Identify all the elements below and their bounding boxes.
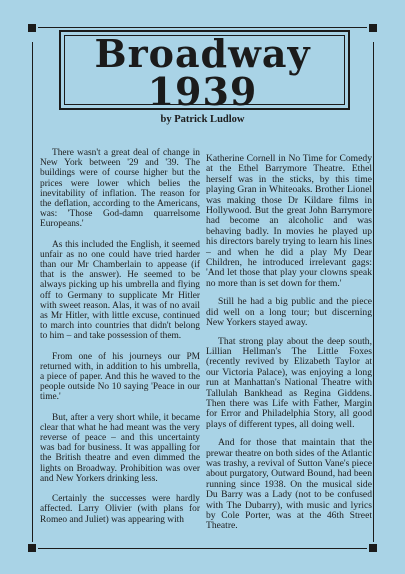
corner-ornament-bottom-left (26, 542, 38, 554)
corner-ornament-bottom-right (367, 542, 379, 554)
left-column (40, 148, 200, 535)
article-title-line-1: Broadway (94, 31, 311, 76)
byline: by Patrick Ludlow (160, 114, 245, 125)
article-title-line-2: 1939 (147, 69, 258, 114)
left-paragraph-3: From one of his journeys our PM returned with, in addition to his umbrella, a piece of paper. And this he waved to the people outside No 10 saying 'Peace in our time.' (40, 351, 200, 403)
left-paragraph-5: Certainly the successes were hardly affected. Larry Olivier (with plans for Romeo and Juliet) was appearing with (40, 494, 200, 525)
right-paragraph-1: Katherine Cornell in No Time for Comedy at the Ethel Barrymore Theatre. Ethel herself was in the sticks, by this time playing Gran in Whiteoaks. Brother Lionel was making those Dr Kildare films in Hollywood. But the great John Barrymore had become an alcoholic and was behaving badly. In movies he played up his directors barely trying to learn his lines – and when he did a play My Dear Children, he introduced irrelevant gags: 'And let those that play your clowns speak no more than is set down for them.' (206, 153, 372, 289)
right-paragraph-4: And for those that maintain that the prewar theatre on both sides of the Atlantic was trashy, a revival of Sutton Vane's piece about purgatory, Outward Bound, had been running since 1938. On the musical side Du Barry was a Lady (not to be confused with The Dubarry), with music and lyrics by Cole Porter, was at the 46th Street Theatre. (206, 437, 372, 532)
right-column (206, 154, 372, 540)
corner-ornament-top-left (26, 22, 38, 34)
frame-top-line (36, 27, 369, 28)
frame-bottom-line (36, 548, 369, 549)
left-paragraph-4: But, after a very short while, it became clear that what he had meant was the very reverse of peace – and this uncertainty was bad for business. It was appalling for the British theatre and even dimmed the lights on Broadway. Prohibition was over and New Yorkers drinking less. (40, 412, 200, 484)
right-paragraph-3: That strong play about the deep south, Lillian Hellman's The Little Foxes (recently revived by Elizabeth Taylor at our Victoria Palace), was enjoying a long run at Manhattan's National Theatre with Tallulah Bankhead as Regina Giddens. Then there was Life with Father, Margin for Error and Philadelphia Story, all good plays of different types, all doing well. (206, 335, 372, 430)
left-paragraph-1: There wasn't a great deal of change in New York between '29 and '39. The buildings were of course higher but the prices were lower which belies the inevitability of inflation. The reason for the deflation, according to the Americans, was: 'Those God-damn quarrelsome Europeans.' (40, 148, 200, 230)
left-paragraph-2: As this included the English, it seemed unfair as no one could have tried harder than our Mr Chamberlain to appease (if that is the answer). He seemed to be always picking up his umbrella and flying off to Germany to supplicate Mr Hitler with sweet reason. Alas, it was of no avail as Mr Hitler, with little excuse, continued to march into countries that didn't belong to him – and take possession of them. (40, 239, 200, 342)
corner-ornament-top-right (367, 22, 379, 34)
right-paragraph-2: Still he had a big public and the piece did well on a long tour; but discerning New Yorkers stayed away. (206, 296, 372, 329)
